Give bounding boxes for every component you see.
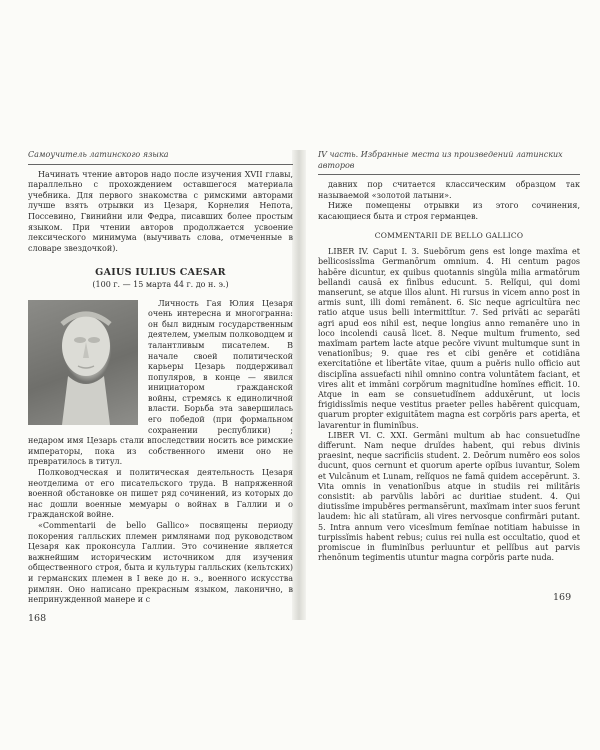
left-page: [28, 150, 293, 606]
bio-paragraph: «Commentarii de bello Gallico» посвящены периоду покорения галльских племен римлянами под руководством Цезаря как проконсула Галлии. Это сочинение является важнейшим историческим источником для изучения общественного строя, быта и культуры галльских (кельтских) и германских племен в I веке до н. э., военного искусства римлян. Оно написано прекрасным языком, лаконично, в непринужденной манере и с: [28, 521, 293, 605]
section-title: COMMENTARII DE BELLO GALLICO: [374, 230, 524, 240]
section-title: GAIUS IULIUS CAESAR: [95, 267, 226, 279]
bust-illustration: [28, 300, 138, 425]
header-rule: [318, 174, 580, 175]
bio-block: [28, 299, 293, 606]
page-number-right: 169: [553, 592, 572, 603]
intro-paragraph: давних пор считается классическим образцом так называемой «золотой латыни».: [318, 180, 580, 200]
running-head-right: IV часть. Избранные места из произведений латинских авторов: [318, 150, 563, 170]
page-number-left: 168: [28, 613, 47, 624]
intro-paragraph: Ниже помещены отрывки из этого сочинения, касающиеся быта и строя германцев.: [318, 201, 580, 221]
caesar-bust-image: [28, 300, 138, 425]
intro-paragraph: Начинать чтение авторов надо после изучения XVII главы, параллельно с прохождением оставшегося материала учебника. Для первого знакомства с римскими авторами лучше взять отрывки из Цезаря, Корнелия Непота, Поссевино, Гвинийни или Федра, писавших более простым языком. При чтении авторов продолжается усвоение лексического минимума (выучивать слова, отмеченные в словаре звездочкой).: [28, 169, 293, 253]
latin-paragraph: LIBER VI. C. XXI. Germāni multum ab hac consuetudĭne differunt. Nam neque druĭdes habent, qui rebus divinis praesint, neque sacrificiis student. 2. Deōrum numĕro eos solos ducunt, quos cernunt et quorum aperte opĭbus iuvantur, Solem et Vulcānum et Lunam, relĭquos ne famā quidem accepērunt. 3. Vita omnis in venationĭbus atque in studiis rei militāris consistit: ab parvŭlis labōri ac duritiae student. 4. Qui diutissĭme impubĕres permansērunt, maxĭmam inter suos ferunt laudem: hic ali statūram, ali vires nervosque confirmāri putant. 5. Intra annum vero vicesĭmum femĭnae notitiam habuisse in turpissĭmis habent rebus; cuius rei nulla est occultatio, quod et promiscue in fluminĭbus perluuntur et pellĭbus aut parvis rhenōnum tegimentis utuntur magna corpŏris parte nuda.: [318, 430, 580, 563]
right-page: [318, 150, 580, 563]
book-gutter: [292, 150, 306, 620]
latin-text: [318, 247, 580, 563]
running-head-left: Самоучитель латинского языка: [28, 150, 169, 159]
bio-paragraph: Личность Гая Юлия Цезаря очень интересна и многогранна: он был видным государственным деятелем, умелым полководцем и талантливым писателем. В начале своей политической карьеры Цезарь поддерживал популяров, в конце — явился инициатором гражданской войны, стремясь к единоличной власти. Борьба эта завершилась его победой (при формальном сохранении республики) ; недаром имя Цезарь стали впоследствии носить все римские императоры, пока из собственного имени оно не превратилось в титул.: [28, 298, 293, 467]
section-dates: (100 г. — 15 марта 44 г. до н. э.): [92, 279, 229, 289]
bio-paragraph: Полководческая и политическая деятельность Цезаря неотделима от его писательского труда. В напряженной военной обстановке он пишет ряд сочинений, из которых до нас дошли военные мемуары о войнах в Галлии и о гражданской войне.: [28, 468, 293, 520]
latin-paragraph: LIBER IV. Caput I. 3. Suebōrum gens est longe maxĭma et bellicosissĭma Germanōrum omnium. 4. Hi centum pagos habēre dicuntur, ex quibus quotannis singŭla milia armatōrum bellandi causā ex finĭbus educunt. 5. Relĭqui, qui domi manserunt, se atque illos alunt. Hi rursus in vicem anno post in armis sunt, illi domi remānent. 6. Sic neque agricultūra nec ratio atque usus belli intermittĭtur. 7. Sed privāti ac separāti agri apud eos nihil est, neque longius anno remanēre uno in loco incolendi causā licet. 8. Neque multum frumento, sed maxĭmam partem lacte atque pecŏre vivunt multumque sunt in venationĭbus; 9. quae res et cibi genĕre et cotidiāna exercitatiōne et libertāte vitae, quum a puĕris nullo officio aut disciplīna assuefacti nihil omnino contra voluntātem faciant, et vires alit et immāni corpŏrum magnitudĭne homĭnes efficit. 10. Atque in eam se consuetudĭnem adduxērunt, ut locis frigidissĭmis neque vestitus praeter pelles habērent quicquam, quarum propter exiguitātem magna est corpŏris pars aperta, et lavarentur in fluminĭbus.: [318, 247, 580, 430]
header-rule: [28, 164, 293, 165]
